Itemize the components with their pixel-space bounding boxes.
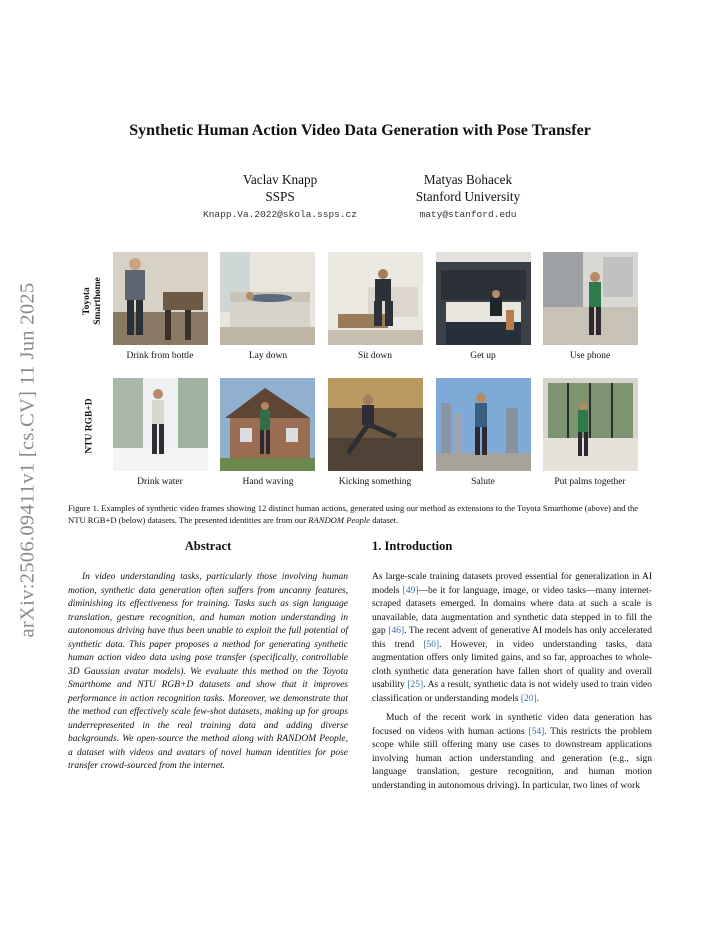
- action-label: Salute: [471, 477, 495, 487]
- frame-drink-water: [113, 378, 208, 471]
- action-label: Put palms together: [554, 477, 626, 487]
- frame-put-palms-together: [543, 378, 638, 471]
- caption-text: dataset.: [370, 515, 399, 526]
- author-name: Vaclav Knapp: [242, 172, 318, 187]
- text-run: . As a result, synthetic data is not widely used to train video classification or understanding models: [372, 680, 652, 704]
- paper-title: Synthetic Human Action Video Data Generation with Pose Transfer: [129, 122, 591, 139]
- row-label-line: Toyota: [82, 287, 92, 315]
- frame-sit-down: [328, 252, 423, 345]
- frame-hand-waving: [220, 378, 315, 471]
- frame-drink-from-bottle: [113, 252, 208, 345]
- row-label-line: NTU RGB+D: [84, 398, 95, 454]
- action-label: Sit down: [357, 351, 393, 361]
- action-label: Kicking something: [338, 477, 412, 487]
- citation-link[interactable]: [49]: [402, 585, 419, 596]
- caption-text: Figure 1. Examples of synthetic video frames showing 12 distinct human actions, generated using our method as extensions to the Toyota Smarthome (above) and the NTU RGB+D (below) datasets. The presented identities are from our: [68, 503, 639, 526]
- figure-caption: [68, 502, 652, 526]
- abstract-heading: Abstract: [184, 539, 232, 553]
- introduction-body: [372, 571, 652, 799]
- author-affiliation: Stanford University: [415, 189, 521, 204]
- action-label: Use phone: [569, 351, 611, 361]
- arxiv-stamp-text: arXiv:2506.09411v1 [cs.CV] 11 Jun 2025: [16, 282, 39, 638]
- caption-dataset-name: RANDOM People: [308, 515, 371, 526]
- author-name: Matyas Bohacek: [423, 172, 513, 187]
- row-label-toyota-smarthome: [82, 241, 104, 361]
- text-run: .: [536, 693, 540, 704]
- intro-paragraph-1: [372, 571, 652, 706]
- action-label: Drink water: [137, 477, 183, 487]
- text-run: —be it for language, image, or video tasks—many internet-scraped datasets emerged. In domains where data at such a scale is unavailable, data augmentation and synthetic data stepped in to fill the gap: [372, 585, 652, 636]
- text-run: . However, in video understanding tasks, data augmentation offers only limited gains, and so far, approaches to whole-cloth synthetic data generation have fallen short of quality and overall usability: [372, 639, 653, 690]
- author-email[interactable]: maty@stanford.edu: [419, 209, 517, 220]
- text-run: . The recent advent of generative AI models has only accelerated this trend: [372, 626, 652, 650]
- citation-link[interactable]: [46]: [388, 626, 405, 636]
- frame-salute: [436, 378, 531, 471]
- author-block-2: [348, 171, 588, 223]
- action-label: Get up: [470, 351, 496, 361]
- text-run: Much of the recent work in synthetic video data generation has focused on videos with human actions: [372, 713, 652, 737]
- citation-link[interactable]: [54]: [528, 726, 545, 737]
- citation-link[interactable]: [50]: [423, 639, 440, 650]
- text-run: . This restricts the problem scope while still offering many use cases to downstream applications involving human action understanding and generation (e.g., sign language translation, gesture recognition, and human motion understanding in autonomous driving). In particular, two lines of work: [372, 726, 652, 791]
- introduction-heading: 1. Introduction: [372, 539, 453, 553]
- author-affiliation: SSPS: [265, 189, 295, 204]
- arxiv-identifier-stamp: [8, 255, 48, 665]
- frame-use-phone: [543, 252, 638, 345]
- action-label: Drink from bottle: [126, 351, 194, 361]
- abstract-text: In video understanding tasks, particularly those involving human motion, synthetic data generation often suffers from uncanny features, diminishing its effectiveness for training. Tasks such as sign language translation, gesture recognition, and human motion understanding in autonomous driving have thus been unable to exploit the full potential of synthetic data. This paper proposes a method for generating synthetic human action video data using pose transfer (specifically, controllable 3D Gaussian avatar models). We evaluate this method on the Toyota Smarthome and NTU RGB+D datasets and show that it improves performance in action recognition tasks. Moreover, we demonstrate that the method can effectively scale few-shot datasets, making up for groups underrepresented in the real training data and adding diverse backgrounds. We open-source the method along with RANDOM People, a dataset with videos and avatars of novel human identities for pose transfer crowd-sourced from the internet.: [68, 572, 348, 771]
- action-label: Hand waving: [242, 477, 294, 487]
- action-label: Lay down: [248, 351, 288, 361]
- author-email[interactable]: Knapp.Va.2022@skola.ssps.cz: [203, 209, 357, 220]
- text-run: As large-scale training datasets proved essential for generalization in AI models: [372, 572, 652, 596]
- row-label-ntu-rgbd: [85, 366, 96, 486]
- frame-lay-down: [220, 252, 315, 345]
- frame-get-up: [436, 252, 531, 345]
- citation-link[interactable]: [20]: [520, 693, 537, 704]
- intro-paragraph-2: [372, 712, 652, 793]
- row-label-line: Smarthome: [93, 277, 103, 325]
- frame-kicking-something: [328, 378, 423, 471]
- citation-link[interactable]: [25]: [407, 680, 424, 690]
